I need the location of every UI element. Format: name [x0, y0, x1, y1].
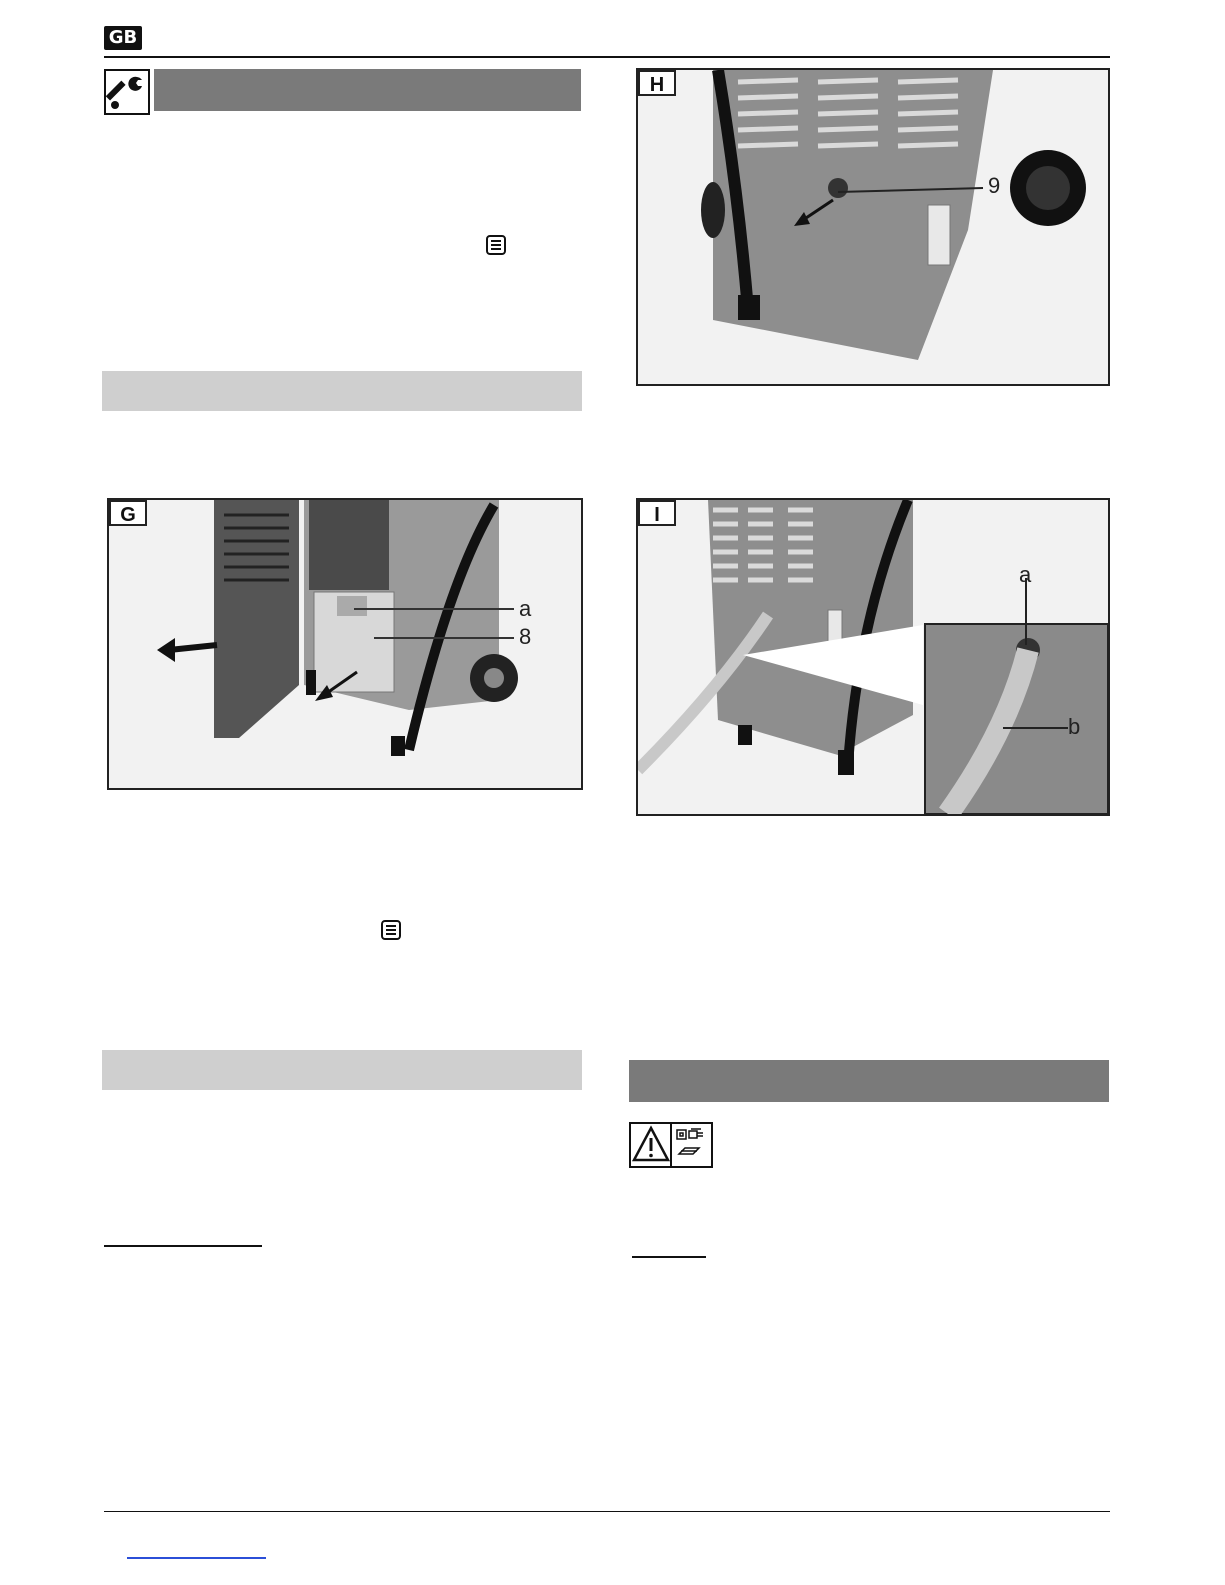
- language-badge: GB: [104, 26, 142, 50]
- figure-i-callout-b: b: [1068, 714, 1081, 739]
- section-bar-emptying-tank: [102, 371, 582, 411]
- section-bar-safety: [629, 1060, 1109, 1102]
- footer-rule: [104, 1511, 1110, 1512]
- wrench-icon: [104, 69, 150, 115]
- unplug-mains-icon: [677, 1129, 703, 1154]
- figure-h-label: H: [638, 70, 676, 96]
- underlined-heading-left: [104, 1245, 262, 1247]
- figure-h: [636, 68, 1110, 386]
- figure-g-label: G: [109, 500, 147, 526]
- section-bar-maintenance: [154, 69, 581, 111]
- warning-triangle-icon: [634, 1128, 668, 1160]
- underlined-heading-right: [632, 1256, 706, 1258]
- footer-link-underline[interactable]: [127, 1557, 266, 1559]
- figure-h-callout-9: 9: [988, 173, 1001, 198]
- figure-i-label: I: [638, 500, 676, 526]
- figure-i-callout-a: a: [1019, 562, 1032, 587]
- warning-unplug-icon-box: [629, 1122, 713, 1168]
- section-bar-continuous-drain: [102, 1050, 582, 1090]
- water-tank-list-icon: [485, 234, 507, 256]
- water-tank-list-icon: [380, 919, 402, 941]
- header-rule: [104, 56, 1110, 58]
- figure-g-callout-8: 8: [519, 624, 532, 649]
- figure-g: [107, 498, 583, 790]
- figure-i: [636, 498, 1110, 816]
- figure-g-callout-a: a: [519, 596, 532, 621]
